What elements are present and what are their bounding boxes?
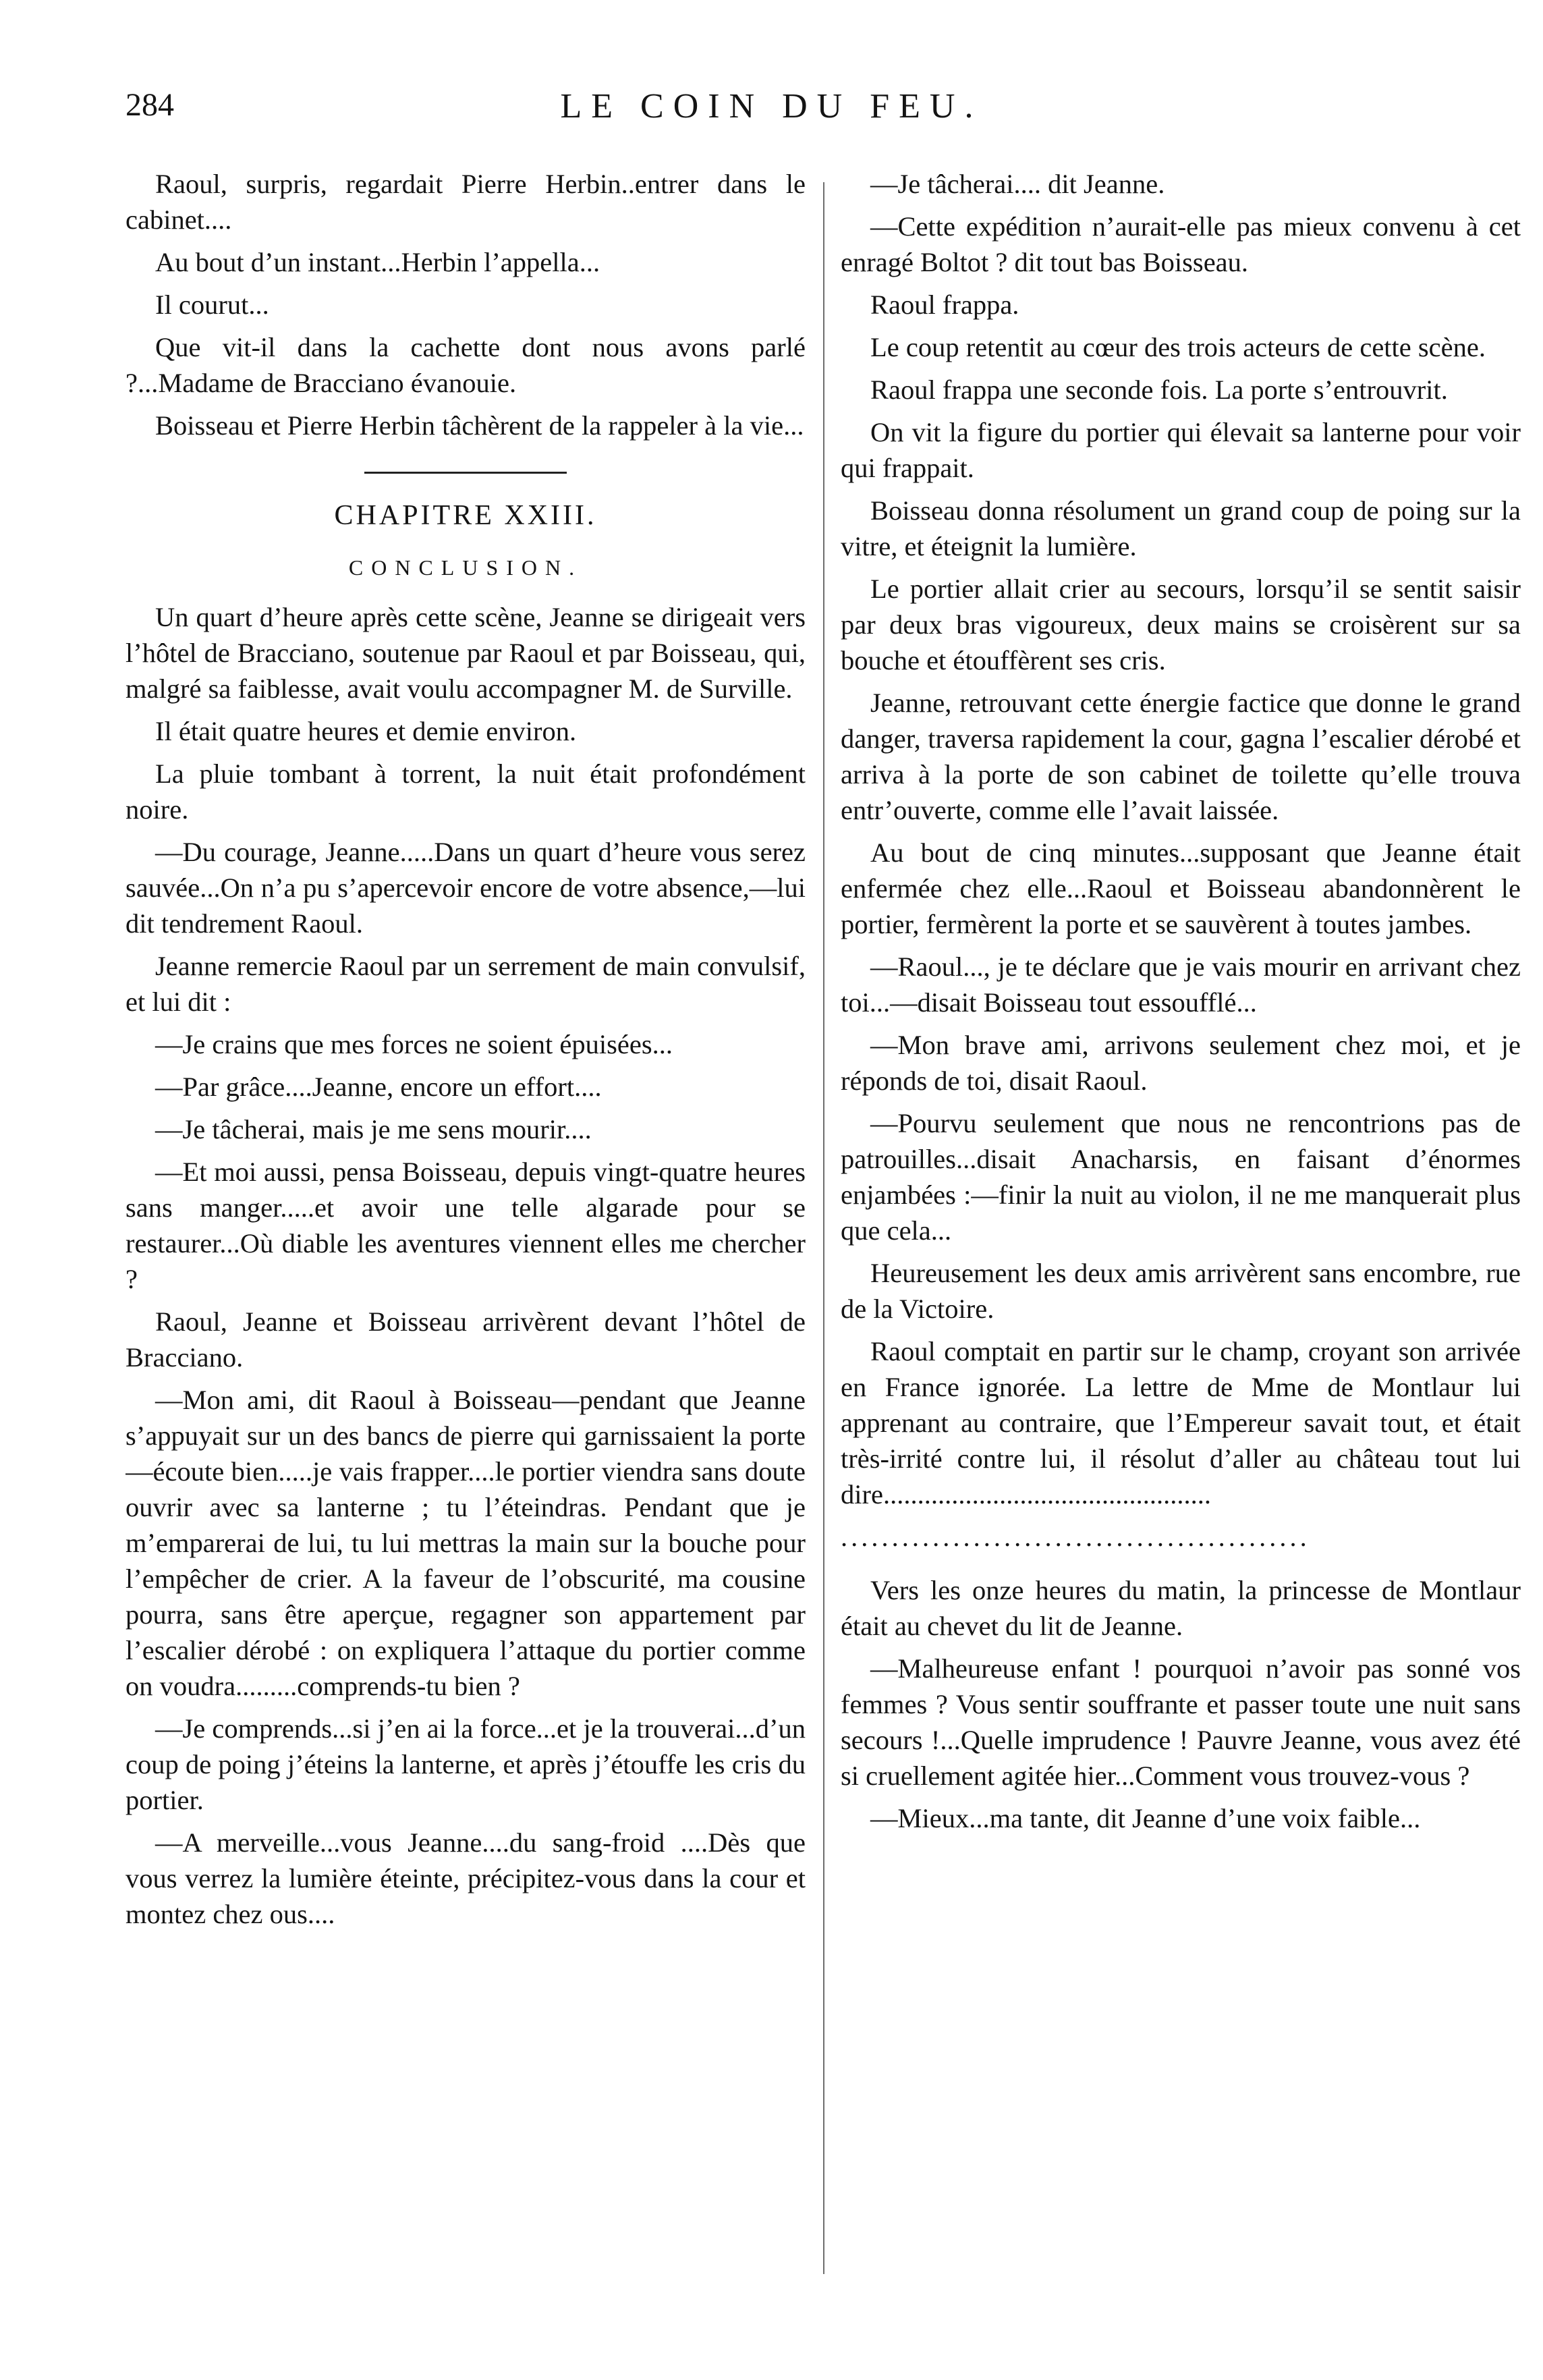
paragraph: —A merveille...vous Jeanne....du sang-froid ....Dès que vous verrez la lumière éteinte, précipitez-vous dans la cour et montez chez ous.... bbox=[125, 1827, 806, 1929]
paragraph: Il était quatre heures et demie environ. bbox=[155, 716, 577, 746]
paragraph: Raoul frappa. bbox=[870, 289, 1019, 320]
paragraph: Le coup retentit au cœur des trois acteurs de cette scène. bbox=[870, 332, 1486, 362]
paragraph: Boisseau et Pierre Herbin tâchèrent de la rappeler à la vie... bbox=[155, 410, 804, 441]
paragraph: —Mon ami, dit Raoul à Boisseau—pendant que Jeanne s’appuyait sur un des bancs de pierre qui garnissaient la porte—écoute bien.....je vais frapper....le portier viendra sans doute ouvrir avec sa lanterne ; tu l’éteindras. Pendant que je m’emparerai de lui, tu lui mettras la main sur la bouche pour l’empêcher de crier. A la faveur de l’obscurité, ma cousine pourra, sans être aperçue, regagner son appartement par l’escalier dérobé : on expliquera l’attaque du portier comme on voudra.........comprends-tu bien ? bbox=[125, 1385, 806, 1701]
chapter-title: CHAPITRE XXIII. bbox=[334, 500, 597, 531]
left-column bbox=[125, 166, 806, 2285]
paragraph: Jeanne remercie Raoul par un serrement de main convulsif, et lui dit : bbox=[125, 951, 806, 1017]
paragraph: —Pourvu seulement que nous ne rencontrions pas de patrouilles...disait Anacharsis, en faisant d’énormes enjambées :—finir la nuit au violon, il ne me manquerait plus que cela... bbox=[841, 1108, 1521, 1246]
paragraph: Au bout d’un instant...Herbin l’appella... bbox=[155, 247, 600, 277]
page-number: 284 bbox=[125, 87, 174, 123]
paragraph: Le portier allait crier au secours, lorsqu’il se sentit saisir par deux bras vigoureux, deux mains se croisèrent sur sa bouche et étouffèrent ses cris. bbox=[841, 574, 1521, 675]
paragraph: Un quart d’heure après cette scène, Jeanne se dirigeait vers l’hôtel de Bracciano, soutenue par Raoul et par Boisseau, qui, malgré sa faiblesse, avait voulu accompagner M. de Surville. bbox=[125, 602, 806, 704]
right-paragraphs-after bbox=[841, 1572, 1521, 1836]
paragraph: Raoul frappa une seconde fois. La porte s’entrouvrit. bbox=[870, 375, 1448, 405]
paragraph: —Du courage, Jeanne.....Dans un quart d’heure vous serez sauvée...On n’a pu s’apercevoir encore de votre absence,—lui dit tendrement Raoul. bbox=[125, 837, 806, 939]
paragraph: —Par grâce....Jeanne, encore un effort.... bbox=[155, 1072, 602, 1102]
left-paragraphs-before bbox=[125, 166, 806, 443]
paragraph: —Et moi aussi, pensa Boisseau, depuis vingt-quatre heures sans manger.....et avoir une telle algarade pour se restaurer...Où diable les aventures viennent elles me chercher ? bbox=[125, 1157, 806, 1294]
paragraph: —Mon brave ami, arrivons seulement chez moi, et je réponds de toi, disait Raoul. bbox=[841, 1030, 1521, 1096]
running-title: LE COIN DU FEU. bbox=[560, 87, 983, 126]
paragraph: Heureusement les deux amis arrivèrent sans encombre, rue de la Victoire. bbox=[841, 1258, 1521, 1324]
paragraph: Jeanne, retrouvant cette énergie factice que donne le grand danger, traversa rapidement la cour, gagna l’escalier dérobé et arriva à la porte de son cabinet de toilette qu’elle trouva entr’ouverte, comme elle l’avait laissée. bbox=[841, 688, 1521, 825]
right-paragraphs-before bbox=[841, 166, 1521, 1512]
paragraph: —Malheureuse enfant ! pourquoi n’avoir pas sonné vos femmes ? Vous sentir souffrante et passer toute une nuit sans secours !...Quelle imprudence ! Pauvre Jeanne, vous avez été si cruellement agitée hier...Comment vous trouvez-vous ? bbox=[841, 1653, 1521, 1791]
paragraph: —Raoul..., je te déclare que je vais mourir en arrivant chez toi...—disait Boisseau tout essoufflé... bbox=[841, 951, 1521, 1018]
chapter-separator-rule bbox=[364, 472, 567, 474]
dotted-section-break: .............................................. bbox=[841, 1522, 1310, 1552]
paragraph: Raoul, Jeanne et Boisseau arrivèrent devant l’hôtel de Bracciano. bbox=[125, 1306, 806, 1373]
paragraph: —Cette expédition n’aurait-elle pas mieux convenu à cet enragé Boltot ? dit tout bas Boisseau. bbox=[841, 211, 1521, 277]
paragraph: —Je crains que mes forces ne soient épuisées... bbox=[155, 1029, 673, 1059]
paragraph: —Je comprends...si j’en ai la force...et je la trouverai...d’un coup de poing j’éteins la lanterne, et après j’étouffe les cris du portier. bbox=[125, 1713, 806, 1815]
paragraph: On vit la figure du portier qui élevait sa lanterne pour voir qui frappait. bbox=[841, 417, 1521, 483]
right-column bbox=[841, 166, 1521, 2285]
chapter-subtitle: CONCLUSION. bbox=[348, 555, 583, 580]
paragraph: —Je tâcherai.... dit Jeanne. bbox=[870, 169, 1165, 199]
paragraph: Raoul comptait en partir sur le champ, croyant son arrivée en France ignorée. La lettre de Mme de Montlaur lui apprenant au contraire, que l’Empereur savait tout, et était très-irrité contre lui, il résolut d’aller au château tout lui dire................................................ bbox=[841, 1336, 1521, 1510]
paragraph: Il courut... bbox=[155, 289, 269, 320]
paragraph: Boisseau donna résolument un grand coup de poing sur la vitre, et éteignit la lumière. bbox=[841, 495, 1521, 561]
paragraph: La pluie tombant à torrent, la nuit était profondément noire. bbox=[125, 758, 806, 825]
left-paragraphs-after bbox=[125, 599, 806, 1932]
paragraph: —Je tâcherai, mais je me sens mourir.... bbox=[155, 1114, 592, 1144]
paragraph: Raoul, surpris, regardait Pierre Herbin..entrer dans le cabinet.... bbox=[125, 169, 806, 235]
paragraph: —Mieux...ma tante, dit Jeanne d’une voix faible... bbox=[870, 1803, 1421, 1833]
paragraph: Que vit-il dans la cachette dont nous avons parlé ?...Madame de Bracciano évanouie. bbox=[125, 332, 806, 398]
paragraph: Au bout de cinq minutes...supposant que Jeanne était enfermée chez elle...Raoul et Boisseau abandonnèrent le portier, fermèrent la porte et se sauvèrent à toutes jambes. bbox=[841, 837, 1521, 939]
paragraph: Vers les onze heures du matin, la princesse de Montlaur était au chevet du lit de Jeanne. bbox=[841, 1575, 1521, 1641]
column-divider bbox=[823, 182, 824, 2274]
page-header bbox=[125, 86, 1418, 140]
